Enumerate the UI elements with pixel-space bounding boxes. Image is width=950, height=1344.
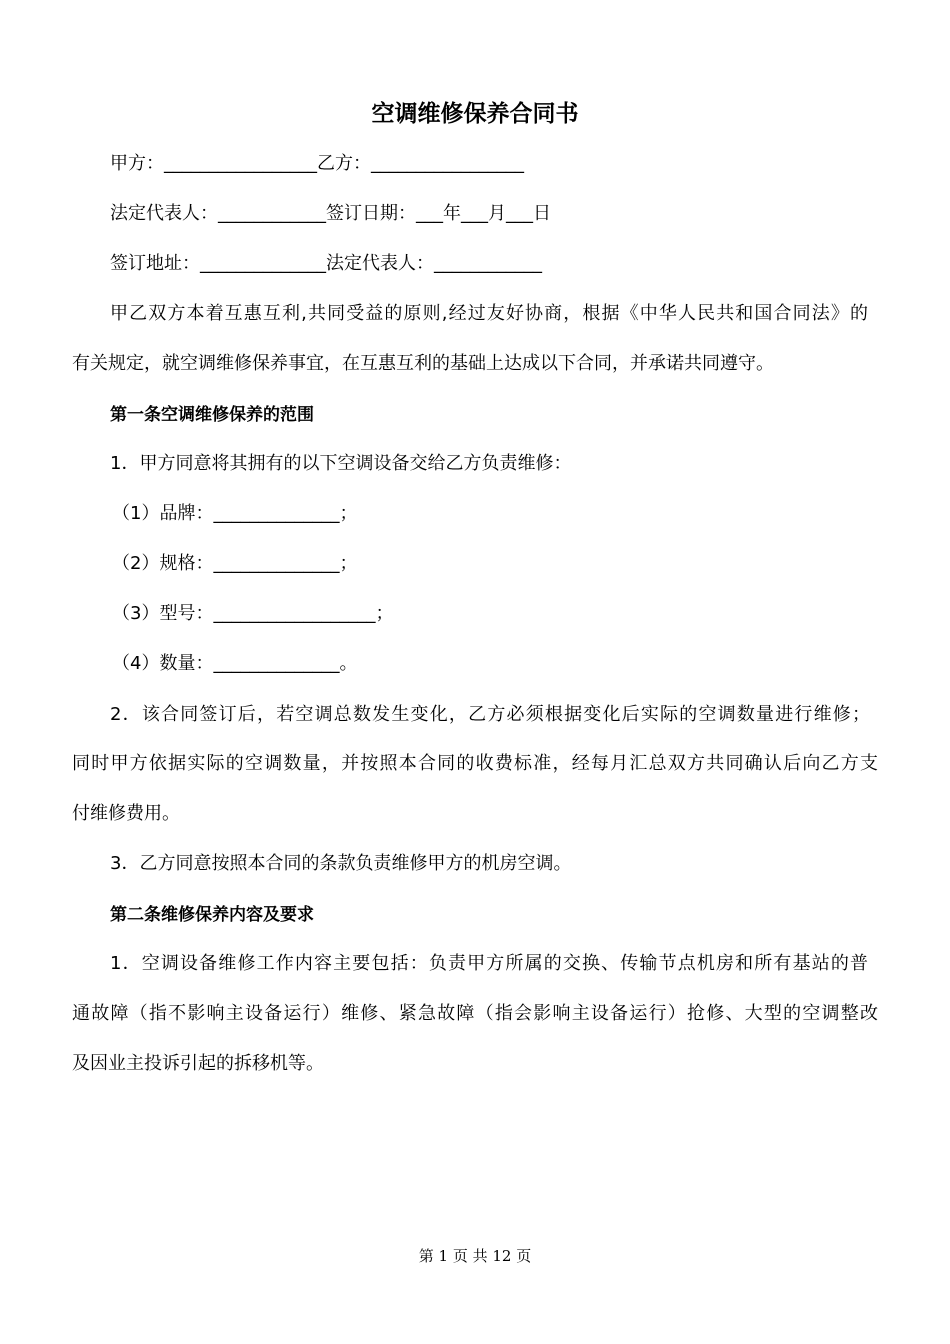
section1-item3: 3．乙方同意按照本合同的条款负责维修甲方的机房空调。: [110, 853, 572, 874]
section1-item2-line: 付维修费用。: [72, 803, 180, 824]
intro-paragraph-line: 有关规定，就空调维修保养事宜，在互惠互利的基础上达成以下合同，并承诺共同遵守。: [72, 353, 774, 374]
document-title: 空调维修保养合同书: [371, 101, 579, 127]
party-line: 甲方：_________________乙方：_________________: [110, 153, 524, 174]
section2-item1-line: 1．空调设备维修工作内容主要包括：负责甲方所属的交换、传输节点机房和所有基站的普: [110, 953, 868, 974]
section2-heading: 第二条维修保养内容及要求: [110, 905, 314, 925]
section1-item2-line: 2．该合同签订后，若空调总数发生变化，乙方必须根据变化后实际的空调数量进行维修；: [110, 704, 870, 725]
sub-item-model: （3）型号：__________________；: [112, 603, 394, 624]
sub-item-spec: （2）规格：______________；: [112, 553, 358, 574]
page-footer: 第 1 页 共 12 页: [418, 1247, 532, 1265]
sub-item-brand: （1）品牌：______________；: [112, 503, 358, 524]
address-line: 签订地址：______________法定代表人：____________: [110, 253, 542, 274]
sub-item-quantity: （4）数量：______________。: [112, 653, 358, 674]
section1-heading: 第一条空调维修保养的范围: [110, 405, 314, 425]
intro-paragraph-line: 甲乙双方本着互惠互利,共同受益的原则,经过友好协商，根据《中华人民共和国合同法》的: [110, 303, 868, 324]
section1-item1: 1．甲方同意将其拥有的以下空调设备交给乙方负责维修：: [110, 453, 572, 474]
section2-item1-line: 及因业主投诉引起的拆移机等。: [72, 1053, 324, 1074]
representative-date-line: 法定代表人：____________签订日期：___年___月___日: [110, 203, 551, 224]
section2-item1-line: 通故障（指不影响主设备运行）维修、紧急故障（指会影响主设备运行）抢修、大型的空调整改: [72, 1003, 878, 1024]
section1-item2-line: 同时甲方依据实际的空调数量，并按照本合同的收费标准，经每月汇总双方共同确认后向乙方支: [72, 753, 878, 774]
